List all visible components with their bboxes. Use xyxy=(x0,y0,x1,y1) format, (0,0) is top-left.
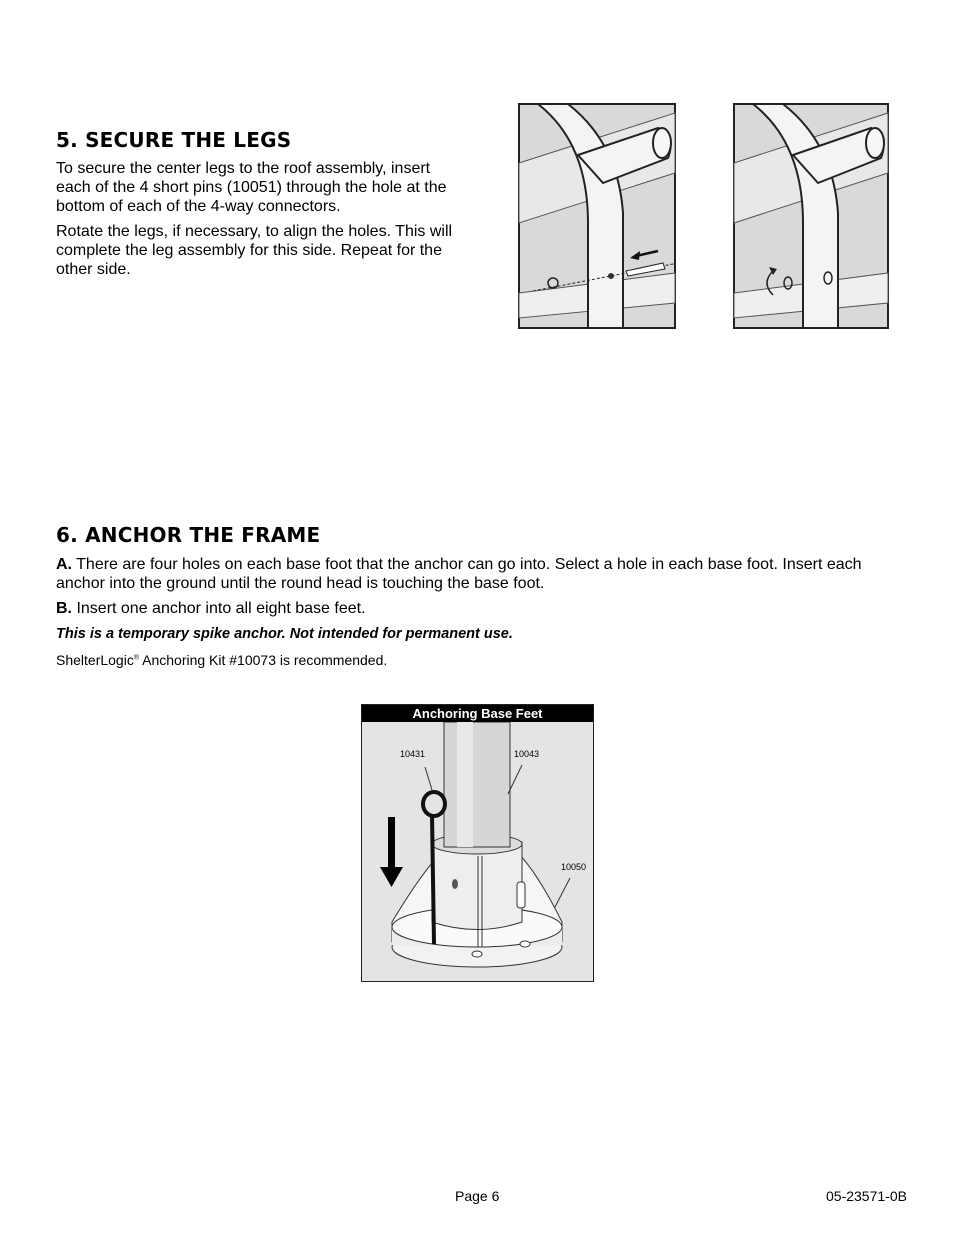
kit-text: Anchoring Kit #10073 is recommended. xyxy=(139,652,388,668)
figure-title: Anchoring Base Feet xyxy=(362,705,593,722)
step-a-text: There are four holes on each base foot that the anchor can go into. Select a hole in each base foot. Insert each anchor into the ground until the round head is touching the base foot. xyxy=(56,556,862,592)
section-6-heading: 6. ANCHOR THE FRAME xyxy=(56,523,321,547)
section-5-heading: 5. SECURE THE LEGS xyxy=(56,128,292,152)
step-b-paragraph xyxy=(56,599,906,618)
part-label-anchor: 10431 xyxy=(400,749,426,759)
part-label-pole: 10043 xyxy=(514,749,540,759)
leg-rotate-align-illustration xyxy=(733,103,889,329)
step-b-label: B. xyxy=(56,600,72,617)
section-5-paragraph-2: Rotate the legs, if necessary, to align the holes. This will complete the leg assembly for this side. Repeat for the other side. xyxy=(56,223,453,278)
anchoring-kit-note xyxy=(56,652,387,668)
section-5-paragraph-1: To secure the center legs to the roof assembly, insert each of the 4 short pins (10051) through the hole at the bottom of each of the 4-way connectors. xyxy=(56,160,447,215)
page-number: Page 6 xyxy=(455,1188,500,1204)
kit-brand: ShelterLogic xyxy=(56,652,134,668)
temporary-anchor-note: This is a temporary spike anchor. Not intended for permanent use. xyxy=(56,626,513,642)
leg-pin-insert-illustration xyxy=(518,103,676,329)
step-b-text: Insert one anchor into all eight base feet. xyxy=(72,600,366,617)
document-number: 05-23571-0B xyxy=(826,1188,907,1204)
part-label-base-foot: 10050 xyxy=(561,862,587,872)
step-a-label: A. xyxy=(56,556,72,573)
registered-mark: ® xyxy=(133,654,139,662)
step-a-paragraph xyxy=(56,555,906,593)
anchoring-base-feet-figure xyxy=(361,704,594,982)
base-foot-illustration xyxy=(362,722,593,981)
